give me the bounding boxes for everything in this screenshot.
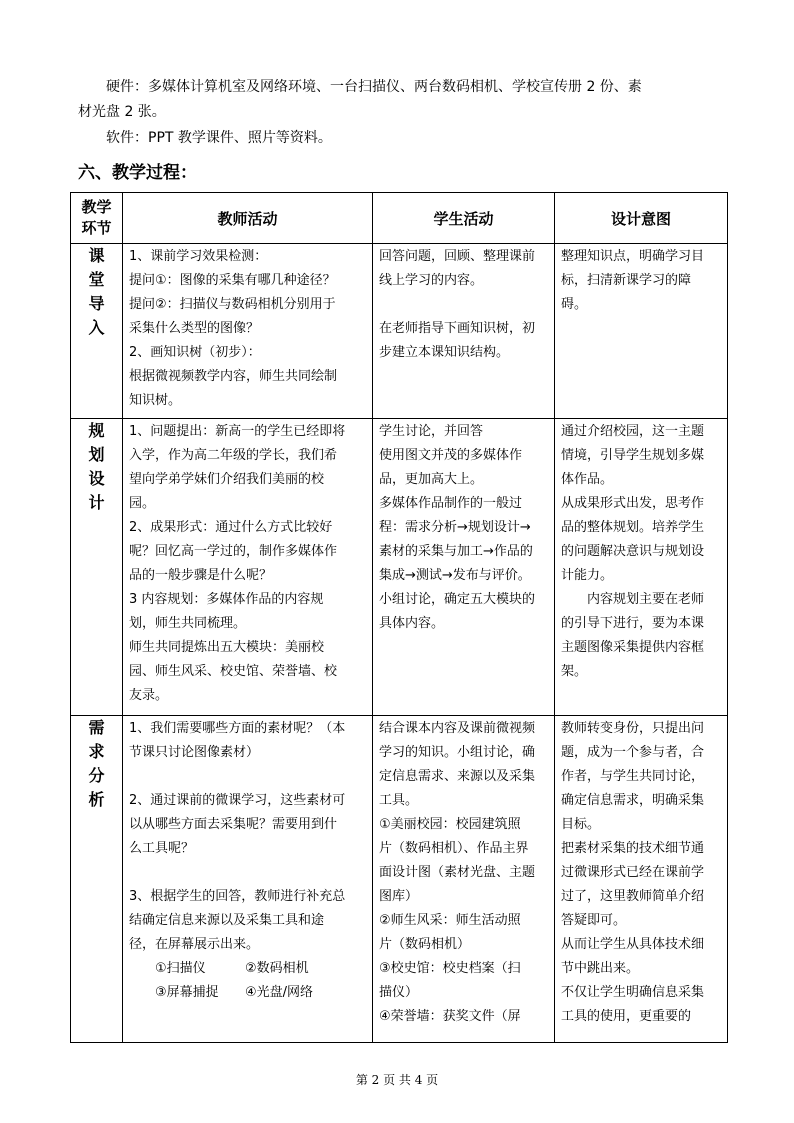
teacher-text-line: 提问②：扫描仪与数码相机分别用于 bbox=[129, 297, 336, 312]
header-stage-line: 教学 bbox=[81, 198, 112, 216]
stage-char: 堂 bbox=[88, 270, 105, 289]
student-activity-cell bbox=[373, 716, 555, 1043]
design-text-line: 情境，引导学生规划多媒 bbox=[561, 448, 705, 463]
design-text-line: 整理知识点，明确学习目 bbox=[561, 249, 705, 264]
stage-char: 分 bbox=[88, 766, 105, 785]
stage-char: 析 bbox=[88, 790, 105, 809]
student-text-line: 描仪） bbox=[379, 985, 419, 1000]
student-text-line: 具体内容。 bbox=[379, 616, 445, 631]
teacher-text-line: 2、成果形式：通过什么方式比较好 bbox=[129, 520, 333, 535]
section-heading: 六、教学过程： bbox=[78, 163, 197, 183]
teacher-text-line: 师生共同提炼出五大模块：美丽校 bbox=[129, 640, 325, 655]
design-text-line: 答疑即可。 bbox=[561, 913, 627, 928]
teacher-text-line: 园、师生风采、校史馆、荣誉墙、校 bbox=[129, 664, 338, 679]
student-text-line: 片（数码相机）、作品主界 bbox=[379, 841, 529, 856]
design-activity-cell bbox=[555, 419, 728, 716]
teacher-text-line: 节课只讨论图像素材） bbox=[129, 745, 260, 760]
design-activity-cell bbox=[555, 244, 728, 419]
student-text-line: ②师生风采：师生活动照 bbox=[379, 913, 521, 928]
table-row-needs-analysis bbox=[71, 716, 728, 1043]
blank-line bbox=[129, 861, 367, 885]
teacher-text-line: 知识树。 bbox=[129, 393, 182, 408]
student-text-line: 程：需求分析→规划设计→ bbox=[379, 520, 531, 535]
table-row-classroom-intro bbox=[71, 244, 728, 419]
student-text-line: 面设计图（素材光盘、主题 bbox=[379, 865, 536, 880]
teacher-text-line: 品的一般步骤是什么呢？ bbox=[129, 568, 273, 583]
teacher-text-line: 友录。 bbox=[129, 688, 169, 703]
teacher-activity-cell bbox=[123, 419, 373, 716]
student-text-line: 片（数码相机） bbox=[379, 937, 471, 952]
teacher-text-line: 3 内容规划：多媒体作品的内容规 bbox=[129, 592, 324, 607]
teacher-text-line: 以从哪些方面去采集呢？需要用到什 bbox=[129, 817, 338, 832]
header-stage-line: 环节 bbox=[81, 219, 112, 237]
student-text-line: 在老师指导下画知识树，初 bbox=[379, 321, 536, 336]
blank-line bbox=[129, 765, 367, 789]
teacher-text-line: 么工具呢？ bbox=[129, 841, 195, 856]
student-activity-cell bbox=[373, 244, 555, 419]
student-text-line: 品，更加高大上。 bbox=[379, 472, 484, 487]
design-text-line: 架。 bbox=[561, 664, 588, 679]
teacher-text-line: 根据微视频教学内容，师生共同绘制 bbox=[129, 369, 338, 384]
design-text-line: 品的整体规划。培养学生 bbox=[561, 520, 705, 535]
stage-cell bbox=[71, 419, 123, 716]
student-text-line: 集成→测试→发布与评价。 bbox=[379, 568, 531, 583]
design-text-line: 工具的使用，更重要的 bbox=[561, 1009, 692, 1024]
design-text-line: 主题图像采集提供内容框 bbox=[561, 640, 705, 655]
table-row-planning-design bbox=[71, 419, 728, 716]
teacher-text-line: 入学，作为高二年级的学长，我们希 bbox=[129, 448, 338, 463]
teacher-text-line: 2、通过课前的微课学习，这些素材可 bbox=[129, 793, 346, 808]
teacher-activity-cell bbox=[123, 244, 373, 419]
software-line: 软件：PPT 教学课件、照片等资料。 bbox=[106, 130, 332, 146]
design-activity-cell bbox=[555, 716, 728, 1043]
header-stage bbox=[71, 193, 123, 244]
design-text-line: 的问题解决意识与规划设 bbox=[561, 544, 705, 559]
teacher-text-line: 1、问题提出：新高一的学生已经即将 bbox=[129, 424, 346, 439]
stage-char: 求 bbox=[88, 742, 105, 761]
tool-item: ③屏幕捕捉 bbox=[155, 985, 219, 1000]
teacher-text-line: 3、根据学生的回答，教师进行补充总 bbox=[129, 889, 346, 904]
student-text-line: 小组讨论，确定五大模块的 bbox=[379, 592, 536, 607]
design-text-line: 从成果形式出发，思考作 bbox=[561, 496, 705, 511]
student-text-line: 线上学习的内容。 bbox=[379, 273, 484, 288]
stage-cell bbox=[71, 716, 123, 1043]
teacher-text-line: 提问①：图像的采集有哪几种途径？ bbox=[129, 273, 336, 288]
design-text-line: 题，成为一个参与者，合 bbox=[561, 745, 705, 760]
design-text-line: 计能力。 bbox=[561, 568, 614, 583]
student-text-line: 使用图文并茂的多媒体作 bbox=[379, 448, 523, 463]
design-text-line: 目标。 bbox=[561, 817, 601, 832]
student-text-line: 工具。 bbox=[379, 793, 419, 808]
student-text-line: 素材的采集与加工→作品的 bbox=[379, 544, 533, 559]
student-text-line: 多媒体作品制作的一般过 bbox=[379, 496, 523, 511]
blank-line bbox=[379, 293, 549, 317]
student-text-line: ①美丽校园：校园建筑照 bbox=[379, 817, 521, 832]
student-text-line: 学生讨论，并回答 bbox=[379, 424, 484, 439]
stage-char: 课 bbox=[88, 246, 105, 265]
student-activity-cell bbox=[373, 419, 555, 716]
student-text-line: 结合课本内容及课前微视频 bbox=[379, 721, 536, 736]
stage-char: 需 bbox=[88, 718, 105, 737]
student-text-line: ④荣誉墙：获奖文件（屏 bbox=[379, 1009, 521, 1024]
table-header-row bbox=[71, 193, 728, 244]
design-text-line: 通过介绍校园，这一主题 bbox=[561, 424, 705, 439]
stage-char: 计 bbox=[88, 493, 105, 512]
header-teacher: 教师活动 bbox=[123, 193, 373, 244]
design-text-line: 标，扫清新课学习的障 bbox=[561, 273, 692, 288]
teacher-text-line: 结确定信息来源以及采集工具和途 bbox=[129, 913, 325, 928]
hardware-line-1: 硬件：多媒体计算机室及网络环境、一台扫描仪、两台数码相机、学校宣传册 2 份、素 bbox=[106, 79, 642, 95]
teacher-text-line: 1、我们需要哪些方面的素材呢？（本 bbox=[129, 721, 346, 736]
hardware-line-2: 材光盘 2 张。 bbox=[78, 104, 166, 120]
teacher-text-line: 径，在屏幕展示出来。 bbox=[129, 937, 260, 952]
student-text-line: 定信息需求、来源以及采集 bbox=[379, 769, 536, 784]
design-text-line: 不仅让学生明确信息采集 bbox=[561, 985, 705, 1000]
tool-item: ②数码相机 bbox=[245, 961, 309, 976]
student-text-line: 图库） bbox=[379, 889, 419, 904]
header-design: 设计意图 bbox=[555, 193, 728, 244]
stage-char: 划 bbox=[88, 445, 105, 464]
tool-item: ④光盘/网络 bbox=[245, 985, 314, 1000]
design-text-line: 把素材采集的技术细节通 bbox=[561, 841, 705, 856]
stage-char: 规 bbox=[88, 421, 105, 440]
teacher-text-line: 园。 bbox=[129, 496, 156, 511]
design-text-line: 过微课形式已经在课前学 bbox=[561, 865, 705, 880]
design-text-line: 节中跳出来。 bbox=[561, 961, 640, 976]
student-text-line: 步建立本课知识结构。 bbox=[379, 345, 510, 360]
teacher-text-line: 2、画知识树（初步）： bbox=[129, 345, 261, 360]
design-text-line: 过了，这里教师简单介绍 bbox=[561, 889, 705, 904]
design-text-line: 内容规划主要在老师 bbox=[561, 592, 705, 607]
design-text-line: 碍。 bbox=[561, 297, 588, 312]
teacher-text-line: 呢？回忆高一学过的，制作多媒体作 bbox=[129, 544, 338, 559]
teacher-text-line: 采集什么类型的图像？ bbox=[129, 321, 260, 336]
design-text-line: 的引导下进行，要为本课 bbox=[561, 616, 705, 631]
tool-item: ①扫描仪 bbox=[155, 961, 206, 976]
design-text-line: 教师转变身份，只提出问 bbox=[561, 721, 705, 736]
tool-list-line bbox=[129, 981, 367, 1005]
teacher-activity-cell bbox=[123, 716, 373, 1043]
tool-list-line bbox=[129, 957, 367, 981]
header-student: 学生活动 bbox=[373, 193, 555, 244]
page-footer: 第 2 页 共 4 页 bbox=[355, 1073, 439, 1087]
design-text-line: 从而让学生从具体技术细 bbox=[561, 937, 705, 952]
stage-char: 入 bbox=[88, 318, 105, 337]
teaching-process-table bbox=[70, 192, 728, 1043]
stage-char: 导 bbox=[88, 294, 105, 313]
stage-cell bbox=[71, 244, 123, 419]
student-text-line: 回答问题，回顾、整理课前 bbox=[379, 249, 536, 264]
teacher-text-line: 划，师生共同梳理。 bbox=[129, 616, 247, 631]
design-text-line: 作者，与学生共同讨论， bbox=[561, 769, 705, 784]
teacher-text-line: 望向学弟学妹们介绍我们美丽的校 bbox=[129, 472, 325, 487]
student-text-line: ③校史馆：校史档案（扫 bbox=[379, 961, 521, 976]
stage-char: 设 bbox=[88, 469, 105, 488]
teacher-text-line: 1、课前学习效果检测： bbox=[129, 249, 268, 264]
design-text-line: 确定信息需求，明确采集 bbox=[561, 793, 705, 808]
design-text-line: 体作品。 bbox=[561, 472, 614, 487]
student-text-line: 学习的知识。小组讨论，确 bbox=[379, 745, 536, 760]
